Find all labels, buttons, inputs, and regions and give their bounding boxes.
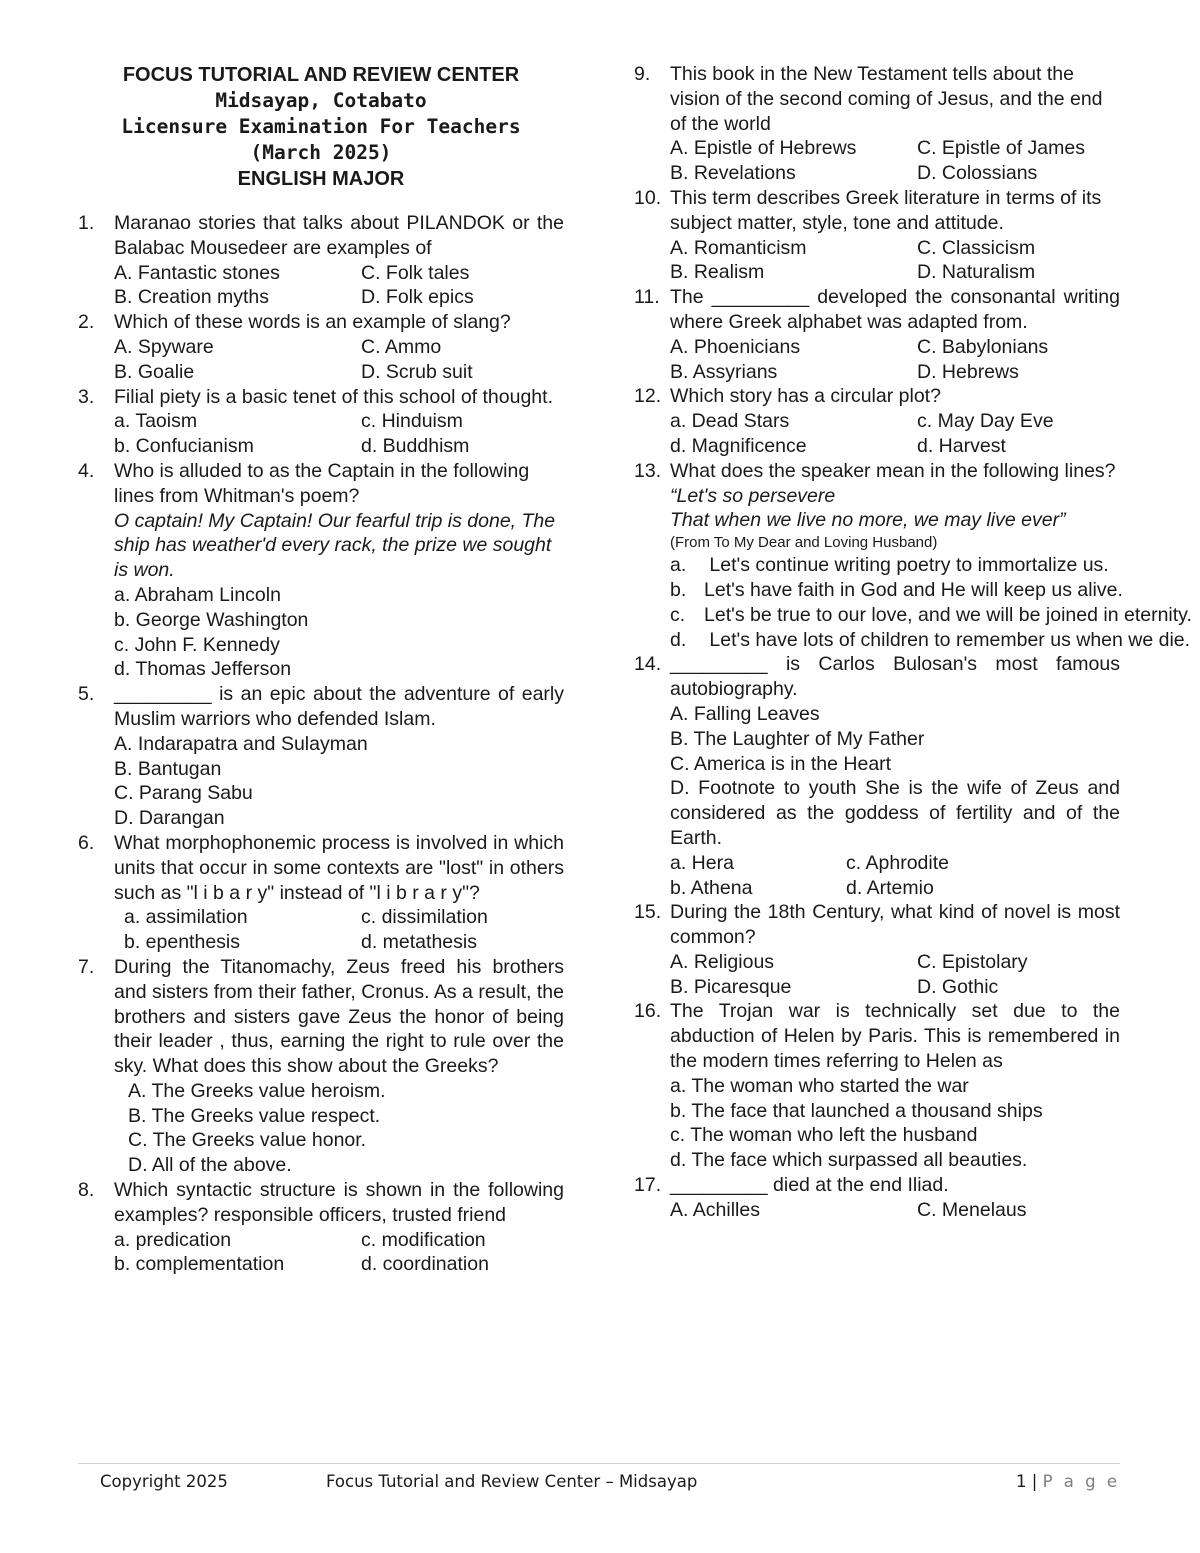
option: B. Assyrians	[670, 360, 778, 383]
left-column	[78, 62, 564, 1277]
option: c. modification	[361, 1228, 486, 1251]
option: d. Buddhism	[361, 435, 470, 458]
option: C. Babylonians	[917, 335, 1049, 358]
question-stem: _________ died at the end Iliad.	[670, 1174, 949, 1197]
question-12	[634, 384, 1120, 458]
option: d. coordination	[361, 1253, 489, 1276]
option: B. Realism	[670, 261, 765, 284]
poem-quote: O captain! My Captain! Our fearful trip is done, The ship has weather'd every rack, the prize we sought is won.	[114, 509, 556, 582]
question-number: 3.	[78, 385, 95, 408]
option: A. Achilles	[670, 1198, 760, 1221]
question-stem: Which of these words is an example of slang?	[114, 311, 511, 334]
question-11	[634, 285, 1120, 384]
option: B. Goalie	[114, 360, 195, 383]
option: C. Menelaus	[917, 1198, 1027, 1221]
question-stem: This term describes Greek literature in terms of its subject matter, style, tone and attitude.	[670, 186, 1102, 234]
option-letter: b.	[670, 578, 687, 601]
option-letter: c.	[670, 603, 686, 626]
question-stem: What does the speaker mean in the following lines?	[670, 459, 1116, 482]
question-4	[78, 459, 564, 682]
option: A. Indarapatra and Sulayman	[114, 732, 368, 755]
poem-quote-line-2: That when we live no more, we may live ever”	[670, 509, 1066, 532]
option: c. Hinduism	[361, 410, 463, 433]
question-stem: The _________ developed the consonantal writing where Greek alphabet was adapted from.	[670, 286, 1120, 333]
option: c. John F. Kennedy	[114, 633, 280, 656]
option: a. assimilation	[124, 906, 248, 929]
question-stem: _________ is Carlos Bulosan's most famous autobiography.	[670, 653, 1120, 701]
option: b. Athena	[670, 876, 753, 899]
option: d. The face which surpassed all beauties.	[670, 1149, 1028, 1172]
question-number: 6.	[78, 831, 95, 854]
option: D. Hebrews	[917, 360, 1019, 383]
page-word: P a g e	[1042, 1472, 1120, 1491]
option: D. Folk epics	[361, 286, 474, 309]
option: b. The face that launched a thousand ships	[670, 1099, 1043, 1122]
question-stem: What morphophonemic process is involved in which units that occur in some contexts are "lost" in others such as "l i b a r y" instead of "l i b r a r y"?	[114, 831, 564, 904]
option: C. Parang Sabu	[114, 782, 253, 805]
question-stem: During the 18th Century, what kind of novel is most common?	[670, 901, 1120, 949]
page-number: 1	[1016, 1472, 1027, 1491]
option: A. The Greeks value heroism.	[128, 1079, 386, 1102]
option: D. Scrub suit	[361, 360, 473, 383]
option: C. The Greeks value honor.	[128, 1129, 367, 1152]
option: d. Magnificence	[670, 434, 807, 457]
option	[670, 603, 1192, 628]
option: a. Hera	[670, 851, 734, 874]
question-stem: Which syntactic structure is shown in the following examples? responsible officers, trusted friend	[114, 1179, 564, 1226]
footer-center-name: Focus Tutorial and Review Center – Midsayap	[326, 1472, 698, 1491]
document-header	[78, 62, 564, 192]
question-16	[634, 999, 1120, 1173]
question-number: 11.	[634, 286, 660, 309]
option: a. Dead Stars	[670, 410, 790, 433]
option: D. Darangan	[114, 807, 225, 830]
option: c. The woman who left the husband	[670, 1124, 978, 1147]
quote-source: (From To My Dear and Loving Husband)	[670, 534, 938, 552]
option: A. Falling Leaves	[670, 702, 820, 725]
option: d. Artemio	[846, 876, 934, 899]
option: c. May Day Eve	[917, 410, 1054, 433]
question-stem: The Trojan war is technically set due to the abduction of Helen by Paris. This is remembered in the modern times referring to Helen as	[670, 1000, 1120, 1073]
option: a. Taoism	[114, 410, 198, 433]
option: C. Ammo	[361, 335, 442, 358]
question-2	[78, 310, 564, 384]
question-stem: Which story has a circular plot?	[670, 385, 941, 408]
question-stem: Maranao stories that talks about PILANDOK or the Balabac Mousedeer are examples of	[114, 212, 564, 259]
question-17	[634, 1173, 1120, 1223]
footer-page-label	[1016, 1472, 1120, 1491]
option: b. complementation	[114, 1253, 285, 1276]
option: c. dissimilation	[361, 906, 488, 929]
option: c. Aphrodite	[846, 851, 949, 874]
center-name: FOCUS TUTORIAL AND REVIEW CENTER	[122, 64, 520, 86]
option: D. All of the above.	[128, 1154, 292, 1177]
question-14	[634, 652, 1120, 900]
option: a. The woman who started the war	[670, 1074, 969, 1097]
option-letter: a.	[670, 554, 687, 577]
right-column	[634, 62, 1192, 1223]
question-3	[78, 385, 564, 459]
question-7	[78, 955, 564, 1178]
exam-date: (March 2025)	[250, 141, 392, 164]
option: d. Harvest	[917, 434, 1006, 457]
option: d. metathesis	[361, 931, 477, 954]
question-number: 5.	[78, 683, 95, 706]
merged-option-and-question: D. Footnote to youth She is the wife of Zeus and considered as the goddess of fertility and of the Earth.	[670, 777, 1120, 849]
option: A. Romanticism	[670, 236, 807, 259]
option: d. Thomas Jefferson	[114, 658, 292, 681]
exam-subject: ENGLISH MAJOR	[237, 168, 405, 190]
option: B. Bantugan	[114, 757, 222, 780]
question-stem: This book in the New Testament tells about the vision of the second coming of Jesus, and the end of the world	[670, 63, 1103, 135]
option: B. The Greeks value respect.	[128, 1104, 381, 1127]
page-separator: |	[1031, 1472, 1038, 1491]
option: a. Abraham Lincoln	[114, 583, 281, 606]
option-text: Let's have faith in God and He will keep us alive.	[704, 578, 1123, 601]
option: A. Epistle of Hebrews	[670, 137, 857, 160]
question-number: 17.	[634, 1174, 662, 1197]
question-number: 7.	[78, 955, 95, 978]
option: C. Folk tales	[361, 261, 470, 284]
option: C. Epistle of James	[917, 137, 1085, 160]
question-number: 14.	[634, 653, 662, 676]
center-location: Midsayap, Cotabato	[215, 89, 427, 112]
question-stem: Who is alluded to as the Captain in the following lines from Whitman's poem?	[114, 459, 530, 507]
question-number: 15.	[634, 901, 662, 924]
option	[670, 553, 1120, 578]
question-number: 1.	[78, 212, 95, 234]
question-number: 8.	[78, 1179, 95, 1202]
option: A. Fantastic stones	[114, 261, 280, 284]
option-text: Let's have lots of children to remember us when we die.	[704, 628, 1191, 651]
option: b. Confucianism	[114, 435, 254, 458]
question-stem: Filial piety is a basic tenet of this school of thought.	[114, 385, 553, 408]
question-9	[634, 62, 1120, 186]
option	[670, 578, 1123, 603]
question-5	[78, 682, 564, 831]
question-15	[634, 900, 1120, 999]
option: A. Religious	[670, 950, 775, 973]
question-number: 2.	[78, 311, 95, 334]
exam-title: Licensure Examination For Teachers	[121, 115, 521, 138]
option: A. Phoenicians	[670, 335, 801, 358]
page-footer	[78, 1463, 1120, 1491]
question-number: 12.	[634, 385, 662, 408]
option: C. America is in the Heart	[670, 752, 892, 775]
option: B. Picaresque	[670, 975, 792, 998]
option-text: Let's continue writing poetry to immortalize us.	[704, 554, 1109, 577]
question-stem: _________ is an epic about the adventure of early Muslim warriors who defended Islam.	[114, 683, 564, 730]
option: B. The Laughter of My Father	[670, 727, 925, 750]
option-letter: d.	[670, 628, 687, 651]
question-number: 16.	[634, 1000, 662, 1023]
question-number: 9.	[634, 63, 651, 85]
option: D. Colossians	[917, 162, 1038, 185]
option	[670, 628, 1191, 653]
question-number: 4.	[78, 459, 95, 482]
option: a. predication	[114, 1228, 232, 1251]
question-1	[78, 211, 564, 310]
option: D. Gothic	[917, 975, 999, 998]
option: B. Revelations	[670, 162, 796, 185]
question-stem: During the Titanomachy, Zeus freed his brothers and sisters from their father, Cronus. As a result, the brothers and sisters gave Zeus the honor of being their leader , thus, earning the right to rule over the sky. What does this show about the Greeks?	[114, 955, 564, 1078]
option-text: Let's be true to our love, and we will be joined in eternity.	[704, 603, 1192, 626]
option: b. epenthesis	[124, 931, 241, 954]
option: A. Spyware	[114, 335, 214, 358]
option: b. George Washington	[114, 608, 309, 631]
question-number: 10.	[634, 186, 662, 209]
question-10	[634, 186, 1120, 285]
question-6	[78, 831, 564, 955]
option: C. Epistolary	[917, 950, 1028, 973]
option: D. Naturalism	[917, 261, 1036, 284]
footer-copyright: Copyright 2025	[100, 1472, 228, 1491]
poem-quote-line-1: “Let's so persevere	[670, 484, 836, 507]
question-number: 13.	[634, 459, 662, 482]
question-8	[78, 1178, 564, 1277]
question-13	[634, 459, 1192, 653]
option: B. Creation myths	[114, 286, 269, 309]
option: C. Classicism	[917, 236, 1036, 259]
